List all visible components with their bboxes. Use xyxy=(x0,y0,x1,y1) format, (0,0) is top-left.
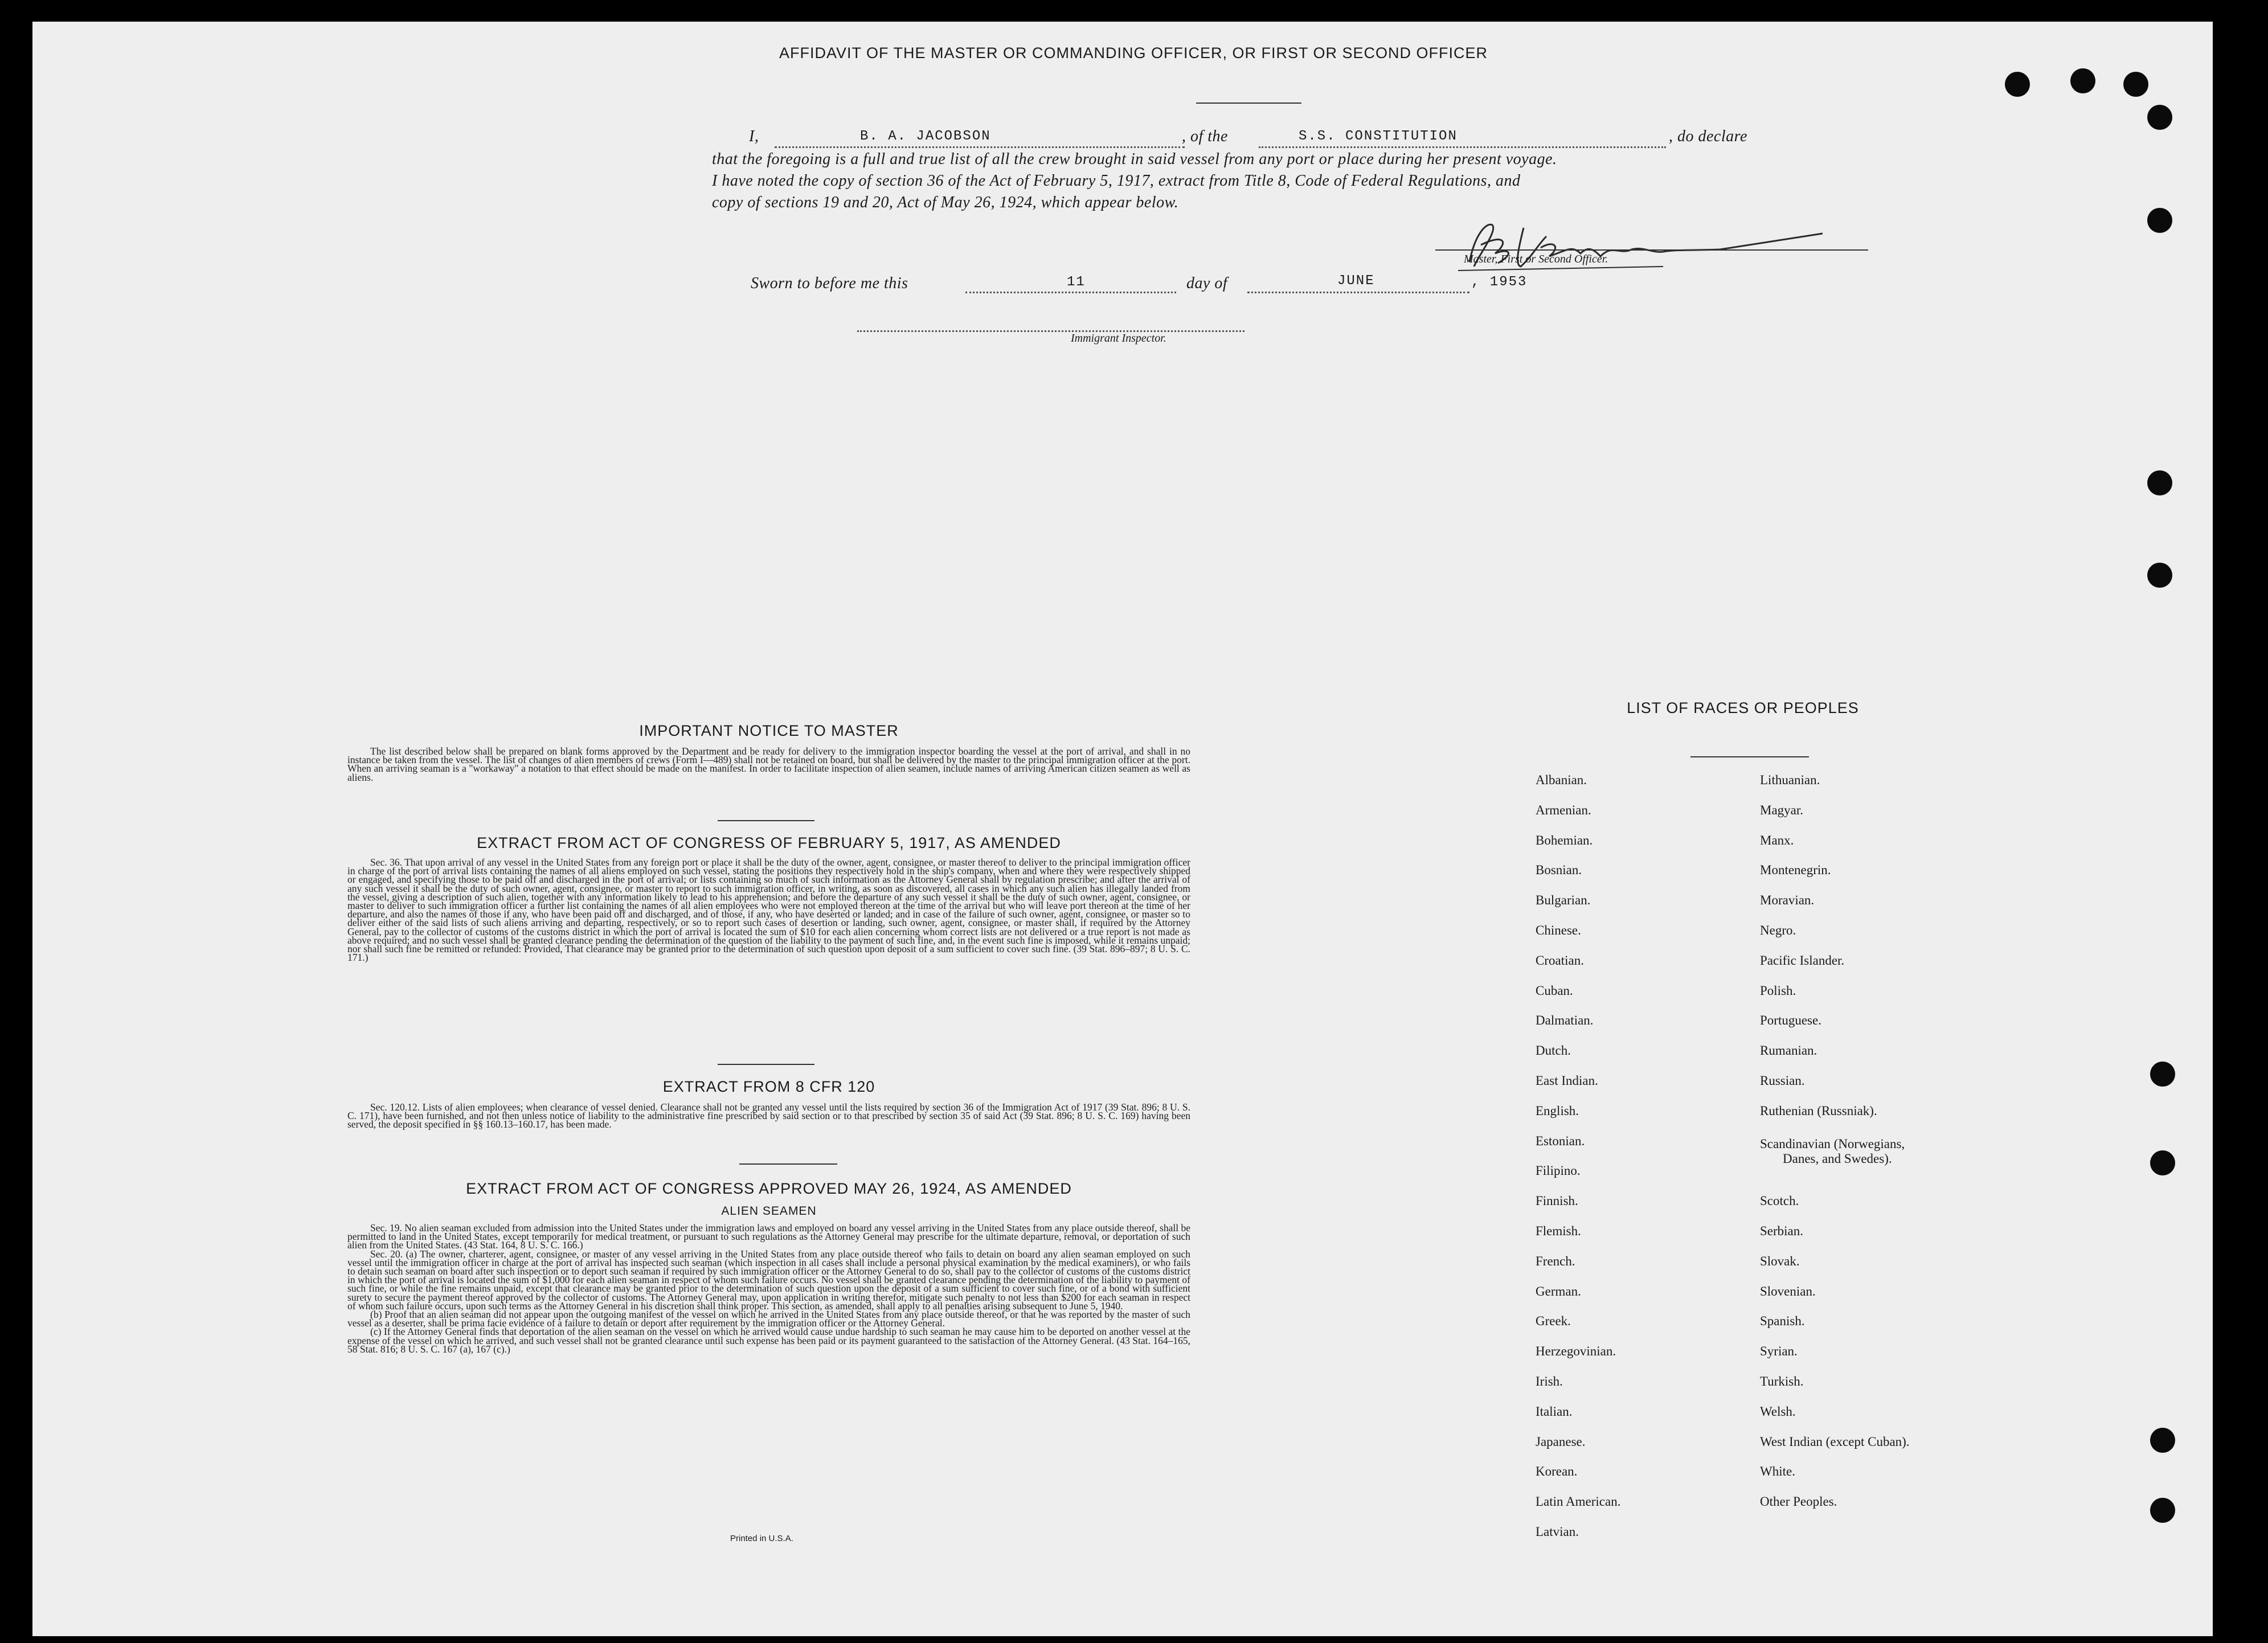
punch-hole xyxy=(2150,1062,2175,1087)
race-item: Flemish. xyxy=(1536,1224,1581,1238)
name-fill-line xyxy=(775,146,1185,148)
day-fill-line xyxy=(965,292,1176,293)
affidavit-line-1 xyxy=(749,128,1786,147)
race-item: Scandinavian (Norwegians, xyxy=(1760,1136,1905,1151)
section-divider xyxy=(718,820,814,821)
race-item: Welsh. xyxy=(1760,1404,1796,1419)
punch-hole xyxy=(2150,1150,2175,1175)
race-item: Cuban. xyxy=(1536,983,1573,998)
extract1-body xyxy=(347,858,1190,962)
race-item: Estonian. xyxy=(1536,1133,1585,1148)
race-item: Manx. xyxy=(1760,833,1794,847)
race-item: Polish. xyxy=(1760,983,1796,998)
races-divider xyxy=(1690,756,1809,757)
printed-in-usa: Printed in U.S.A. xyxy=(730,1534,793,1543)
sec-120-paragraph: Sec. 120.12. Lists of alien employees; when clearance of vessel denied. Clearance shall not be granted any vessel until the lists required by section 36 of the Immigration Act of 1917 (39 Stat. 896; 8 U. S. C. 171), have been furnished, and not then unless notice of liability to the administrative fine prescribed by said section or to that prescribed by section 35 of said Act (39 Stat. 896; 8 U. S. C. 169) having been served, the deposit specified in §§ 160.13–160.17, has been made. xyxy=(347,1101,1190,1130)
sworn-day: 11 xyxy=(1067,274,1086,290)
race-item: French. xyxy=(1536,1253,1575,1268)
master-name: B. A. JACOBSON xyxy=(860,129,991,144)
race-item: Danes, and Swedes). xyxy=(1783,1152,1892,1166)
race-item: Scotch. xyxy=(1760,1194,1799,1208)
signature-line xyxy=(1435,249,1868,251)
sworn-year: , 1953 xyxy=(1471,274,1528,290)
of-the-label: , of the xyxy=(1182,128,1228,145)
race-item: Dutch. xyxy=(1536,1043,1571,1058)
document-page xyxy=(32,22,2213,1636)
race-item: Armenian. xyxy=(1536,802,1591,817)
race-item: Pacific Islander. xyxy=(1760,953,1845,968)
do-declare-label: , do declare xyxy=(1669,128,1747,145)
race-item: Latin American. xyxy=(1536,1494,1621,1509)
vessel-fill-line xyxy=(1259,146,1666,148)
signer-caption: Master, First or Second Officer. xyxy=(1464,253,1608,265)
race-item: East Indian. xyxy=(1536,1074,1598,1088)
section-divider xyxy=(718,1064,814,1065)
affidavit-line-3: I have noted the copy of section 36 of the Act of February 5, 1917, extract from Title 8, Code of Federal Regulations, and xyxy=(712,172,1521,190)
extract2-body xyxy=(347,1103,1190,1129)
race-item: Ruthenian (Russniak). xyxy=(1760,1103,1877,1118)
race-item: Other Peoples. xyxy=(1760,1494,1837,1509)
punch-hole xyxy=(2123,72,2148,97)
sec-36-paragraph: Sec. 36. That upon arrival of any vessel in the United States from any foreign port or place it shall be the duty of the owner, agent, consignee, or master thereof to deliver to the principal immigration officer in charge of the port of arrival lists containing the names of all aliens employed on such vessel, stating the positions they respectively hold in the ship's company, when and where they were respectively shipped or engaged, and specifying those to be paid off and discharged in the port of arrival; or lists containing so much of such information as the Attorney General shall by regulation prescribe; and after the arrival of any such vessel it shall be the duty of such owner, agent, consignee, or master to report to such immigration officer, in writing, as soon as discovered, all cases in which any such alien has illegally landed from the vessel, giving a description of such alien, together with any information likely to lead to his apprehension; and before the departure of any such vessel it shall be the duty of such owner, agent, consignee, or master to deliver to such immigration officer a further list containing the names of all alien employees who were not employed thereon at the time of the arrival but who will leave port thereon at the time of her departure, and also the names of those if any, who have been paid off and discharged, and of those, if any, who have deserted or landed; and in case of the failure of such owner, agent, consignee, or master so to deliver either of the said lists of such aliens arriving and departing, respectively, or so to report such cases of desertion or landing, such owner, agent, consignee, or master shall, if required by the Attorney General, pay to the collector of customs of the customs district in which the port of arrival is located the sum of $10 for each alien concerning whom correct lists are not delivered or a true report is not made as above required; and no such vessel shall be granted clearance pending the determination of the question of the liability to the payment of such fine, and, in the event such fine is imposed, while it remains unpaid; nor shall such fine be remitted or refunded: Provided, That clearance may be granted prior to the determination of such question upon deposit of a sum sufficient to cover such fine. (39 Stat. 896–897; 8 U. S. C. 171.) xyxy=(347,857,1190,964)
race-item: Japanese. xyxy=(1536,1434,1586,1449)
race-item: Montenegrin. xyxy=(1760,863,1831,878)
race-item: Irish. xyxy=(1536,1374,1563,1388)
punch-hole xyxy=(2150,1498,2175,1523)
punch-hole xyxy=(2150,1428,2175,1453)
race-item: Serbian. xyxy=(1760,1224,1804,1238)
race-item: Latvian. xyxy=(1536,1525,1579,1539)
sec-20c-paragraph: (c) If the Attorney General finds that deportation of the alien seaman on the vessel on which he arrived would cause undue hardship to such seaman he may cause him to be deported on another vessel at the expense of the vessel on which he arrived, and such vessel shall not be granted clearance until such expense has been paid or its payment guaranteed to the satisfaction of the Attorney General. (43 Stat. 164–165, 58 Stat. 816; 8 U. S. C. 167 (a), 167 (c).) xyxy=(347,1326,1190,1355)
sworn-line xyxy=(751,274,1605,294)
sworn-label: Sworn to before me this xyxy=(751,274,908,292)
race-item: Spanish. xyxy=(1760,1314,1805,1329)
extract2-title: EXTRACT FROM 8 CFR 120 xyxy=(662,1078,875,1095)
extract3-subtitle: ALIEN SEAMEN xyxy=(721,1204,817,1218)
race-item: German. xyxy=(1536,1284,1581,1298)
race-item: Portuguese. xyxy=(1760,1013,1821,1028)
race-item: Herzegovinian. xyxy=(1536,1344,1616,1359)
punch-hole xyxy=(2070,68,2095,93)
race-item: Slovak. xyxy=(1760,1253,1800,1268)
punch-hole xyxy=(2147,563,2172,588)
race-item: White. xyxy=(1760,1464,1795,1479)
race-item: West Indian (except Cuban). xyxy=(1760,1434,1910,1449)
month-fill-line xyxy=(1247,292,1469,293)
race-item: Moravian. xyxy=(1760,893,1815,908)
punch-hole xyxy=(2005,72,2030,97)
sworn-month: JUNE xyxy=(1337,273,1375,289)
punch-hole xyxy=(2147,470,2172,495)
vessel-name: S.S. CONSTITUTION xyxy=(1299,129,1458,144)
race-item: Bohemian. xyxy=(1536,833,1593,847)
section-divider xyxy=(739,1163,837,1165)
punch-hole xyxy=(2147,208,2172,233)
affidavit-line-2: that the foregoing is a full and true list of all the crew brought in said vessel from any port or place during her present voyage. xyxy=(712,150,1557,168)
race-item: Croatian. xyxy=(1536,953,1584,968)
affidavit-line-4: copy of sections 19 and 20, Act of May 26, 1924, which appear below. xyxy=(712,194,1179,211)
race-item: Syrian. xyxy=(1760,1344,1798,1359)
extract3-body xyxy=(347,1224,1190,1354)
extract1-title: EXTRACT FROM ACT OF CONGRESS OF FEBRUARY 5, 1917, AS AMENDED xyxy=(477,834,1061,851)
inspector-signature-line xyxy=(857,330,1244,332)
inspector-caption: Immigrant Inspector. xyxy=(1071,332,1166,345)
affidavit-i-label: I, xyxy=(749,128,759,145)
race-item: Filipino. xyxy=(1536,1163,1581,1178)
race-item: Dalmatian. xyxy=(1536,1013,1594,1028)
affidavit-title: AFFIDAVIT OF THE MASTER OR COMMANDING OFFICER, OR FIRST OR SECOND OFFICER xyxy=(779,44,1488,62)
race-item: Negro. xyxy=(1760,923,1796,937)
title-divider xyxy=(1196,103,1301,104)
race-item: Turkish. xyxy=(1760,1374,1804,1388)
races-title: LIST OF RACES OR PEOPLES xyxy=(1627,699,1859,716)
race-item: Russian. xyxy=(1760,1074,1805,1088)
race-item: Magyar. xyxy=(1760,802,1804,817)
race-item: Rumanian. xyxy=(1760,1043,1817,1058)
sec-20a-paragraph: Sec. 20. (a) The owner, charterer, agent, consignee, or master of any vessel arriving in the United States from any place outside thereof who fails to detain on board any alien seaman employed on such vessel until the immigration officer in charge at the port of arrival has inspected such seaman (which inspection in all cases shall include a personal physical examination by the medical examiners), or who fails to detain such seaman on board after such inspection or to deport such seaman if required by such immigration officer or the Attorney General to do so, shall pay to the collector of customs of the customs district in which the port of arrival is located the sum of $1,000 for each alien seaman in respect of whom such failure occurs. No vessel shall be granted clearance pending the determination of the liability to payment of such fine, or while the fine remains unpaid, except that clearance may be granted prior to the determination of such question upon the deposit of a sum sufficient to cover such fine, or of a bond with sufficient surety to secure the payment thereof approved by the collector of customs. The Attorney General may, upon application in writing therefor, mitigate such penalty to not less than $200 for each seaman in respect of whom such failure occurs, upon such terms as the Attorney General in his discretion shall think proper. This section, as amended, shall apply to all penalties arising subsequent to June 5, 1940. xyxy=(347,1248,1190,1312)
race-item: Chinese. xyxy=(1536,923,1581,937)
race-item: Slovenian. xyxy=(1760,1284,1816,1298)
extract3-title: EXTRACT FROM ACT OF CONGRESS APPROVED MAY 26, 1924, AS AMENDED xyxy=(466,1180,1072,1197)
race-item: Bulgarian. xyxy=(1536,893,1591,908)
race-item: Italian. xyxy=(1536,1404,1573,1419)
race-item: Korean. xyxy=(1536,1464,1578,1479)
sec-19-paragraph: Sec. 19. No alien seaman excluded from admission into the United States under the immigration laws and employed on board any vessel arriving in the United States from any place outside thereof, shall be permitted to land in the United States, except temporarily for medical treatment, or pursuant to such regulations as the Attorney General may prescribe for the ultimate departure, removal, or deportation of such alien from the United States. (43 Stat. 164, 8 U. S. C. 166.) xyxy=(347,1222,1190,1251)
race-item: English. xyxy=(1536,1103,1579,1118)
race-item: Lithuanian. xyxy=(1760,773,1820,787)
notice-paragraph: The list described below shall be prepared on blank forms approved by the Department and be ready for delivery to the immigration inspector boarding the vessel at the port of arrival, and shall in no instance be taken from the vessel. The list of changes of alien members of crews (Form I—489) shall not be retained on board, but shall be delivered by the master to the principal immigration officer at the port. When an arriving seaman is a "workaway" a notation to that effect should be made on the manifest. In order to facilitate inspection of alien seamen, include names of arriving American citizen seamen as well as aliens. xyxy=(347,745,1190,783)
sec-20b-paragraph: (b) Proof that an alien seaman did not appear upon the outgoing manifest of the vessel on which he arrived in the United States from any place outside thereof, or that he was reported by the master of such vessel as a deserter, shall be prima facie evidence of a failure to detain or deport after requirement by the immigration officer or the Attorney General. xyxy=(347,1309,1190,1329)
race-item: Finnish. xyxy=(1536,1194,1578,1208)
notice-title: IMPORTANT NOTICE TO MASTER xyxy=(639,722,899,739)
race-item: Albanian. xyxy=(1536,773,1587,787)
day-of-label: day of xyxy=(1186,274,1228,292)
race-item: Greek. xyxy=(1536,1314,1571,1329)
punch-hole xyxy=(2147,105,2172,130)
notice-body xyxy=(347,747,1190,782)
race-item: Bosnian. xyxy=(1536,863,1582,878)
